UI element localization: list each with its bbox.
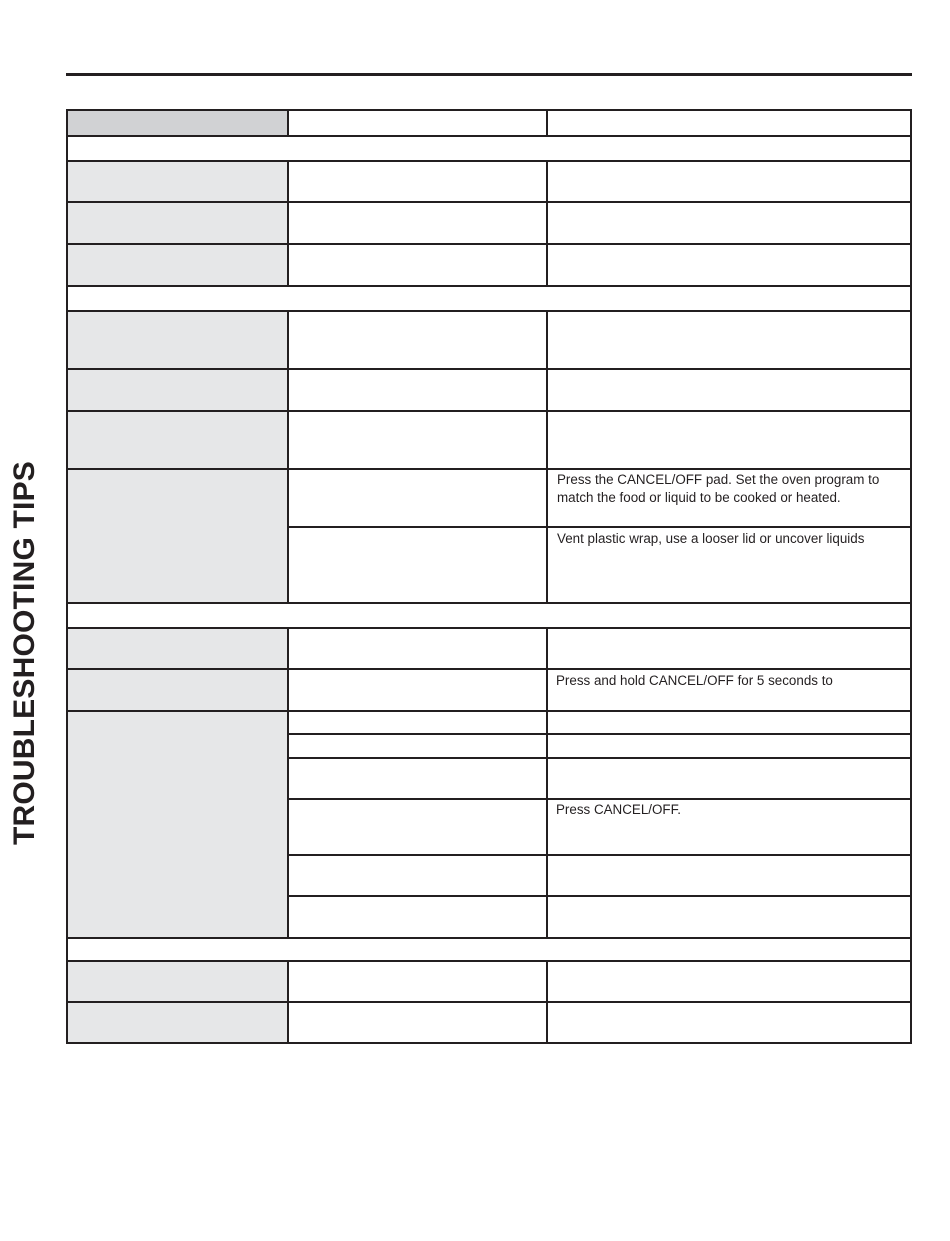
solution-text-hold-cancel: Press and hold CANCEL/OFF for 5 seconds to [556, 673, 833, 688]
solution-cell [546, 410, 912, 470]
solution-cell [546, 854, 912, 897]
solution-cell [546, 243, 912, 287]
problem-cell [66, 710, 289, 939]
header-cause-cell [287, 109, 548, 137]
problem-cell [66, 1001, 289, 1044]
problem-cell [66, 627, 289, 670]
solution-cell [546, 627, 912, 670]
cause-cell [287, 1001, 548, 1044]
problem-cell [66, 310, 289, 370]
solution-cell [546, 368, 912, 412]
cause-cell [287, 310, 548, 370]
problem-cell [66, 201, 289, 245]
solution-cell [546, 1001, 912, 1044]
problem-cell [66, 468, 289, 604]
cause-cell [287, 710, 548, 735]
section-row [66, 285, 912, 312]
problem-cell [66, 668, 289, 712]
side-title-text: TROUBLESHOOTING TIPS [8, 460, 42, 846]
cause-cell [287, 960, 548, 1003]
solution-cell [546, 960, 912, 1003]
section-row [66, 135, 912, 162]
problem-cell [66, 410, 289, 470]
solution-cell [546, 201, 912, 245]
cause-cell [287, 733, 548, 759]
problem-cell [66, 160, 289, 203]
solution-cell [546, 757, 912, 800]
header-problem-cell [66, 109, 289, 137]
solution-text-vent-wrap: Vent plastic wrap, use a looser lid or uncover liquids [557, 531, 865, 546]
solution-text-cancel-program: Press the CANCEL/OFF pad. Set the oven program to match the food or liquid to be cooked or heated. [557, 472, 883, 505]
problem-cell [66, 960, 289, 1003]
solution-text-press-cancel: Press CANCEL/OFF. [556, 802, 681, 817]
solution-cell [546, 733, 912, 759]
cause-cell [287, 798, 548, 856]
cause-cell [287, 368, 548, 412]
solution-cell [546, 310, 912, 370]
problem-cell [66, 243, 289, 287]
problem-cell [66, 368, 289, 412]
solution-cell [546, 895, 912, 939]
header-solution-cell [546, 109, 912, 137]
cause-cell [287, 243, 548, 287]
section-row [66, 937, 912, 962]
cause-cell [287, 201, 548, 245]
cause-cell [287, 757, 548, 800]
solution-cell [546, 160, 912, 203]
solution-cell [546, 710, 912, 735]
cause-cell [287, 526, 548, 604]
cause-cell [287, 854, 548, 897]
cause-cell [287, 627, 548, 670]
cause-cell [287, 668, 548, 712]
section-row [66, 602, 912, 629]
cause-cell [287, 468, 548, 528]
cause-cell [287, 410, 548, 470]
cause-cell [287, 895, 548, 939]
cause-cell [287, 160, 548, 203]
